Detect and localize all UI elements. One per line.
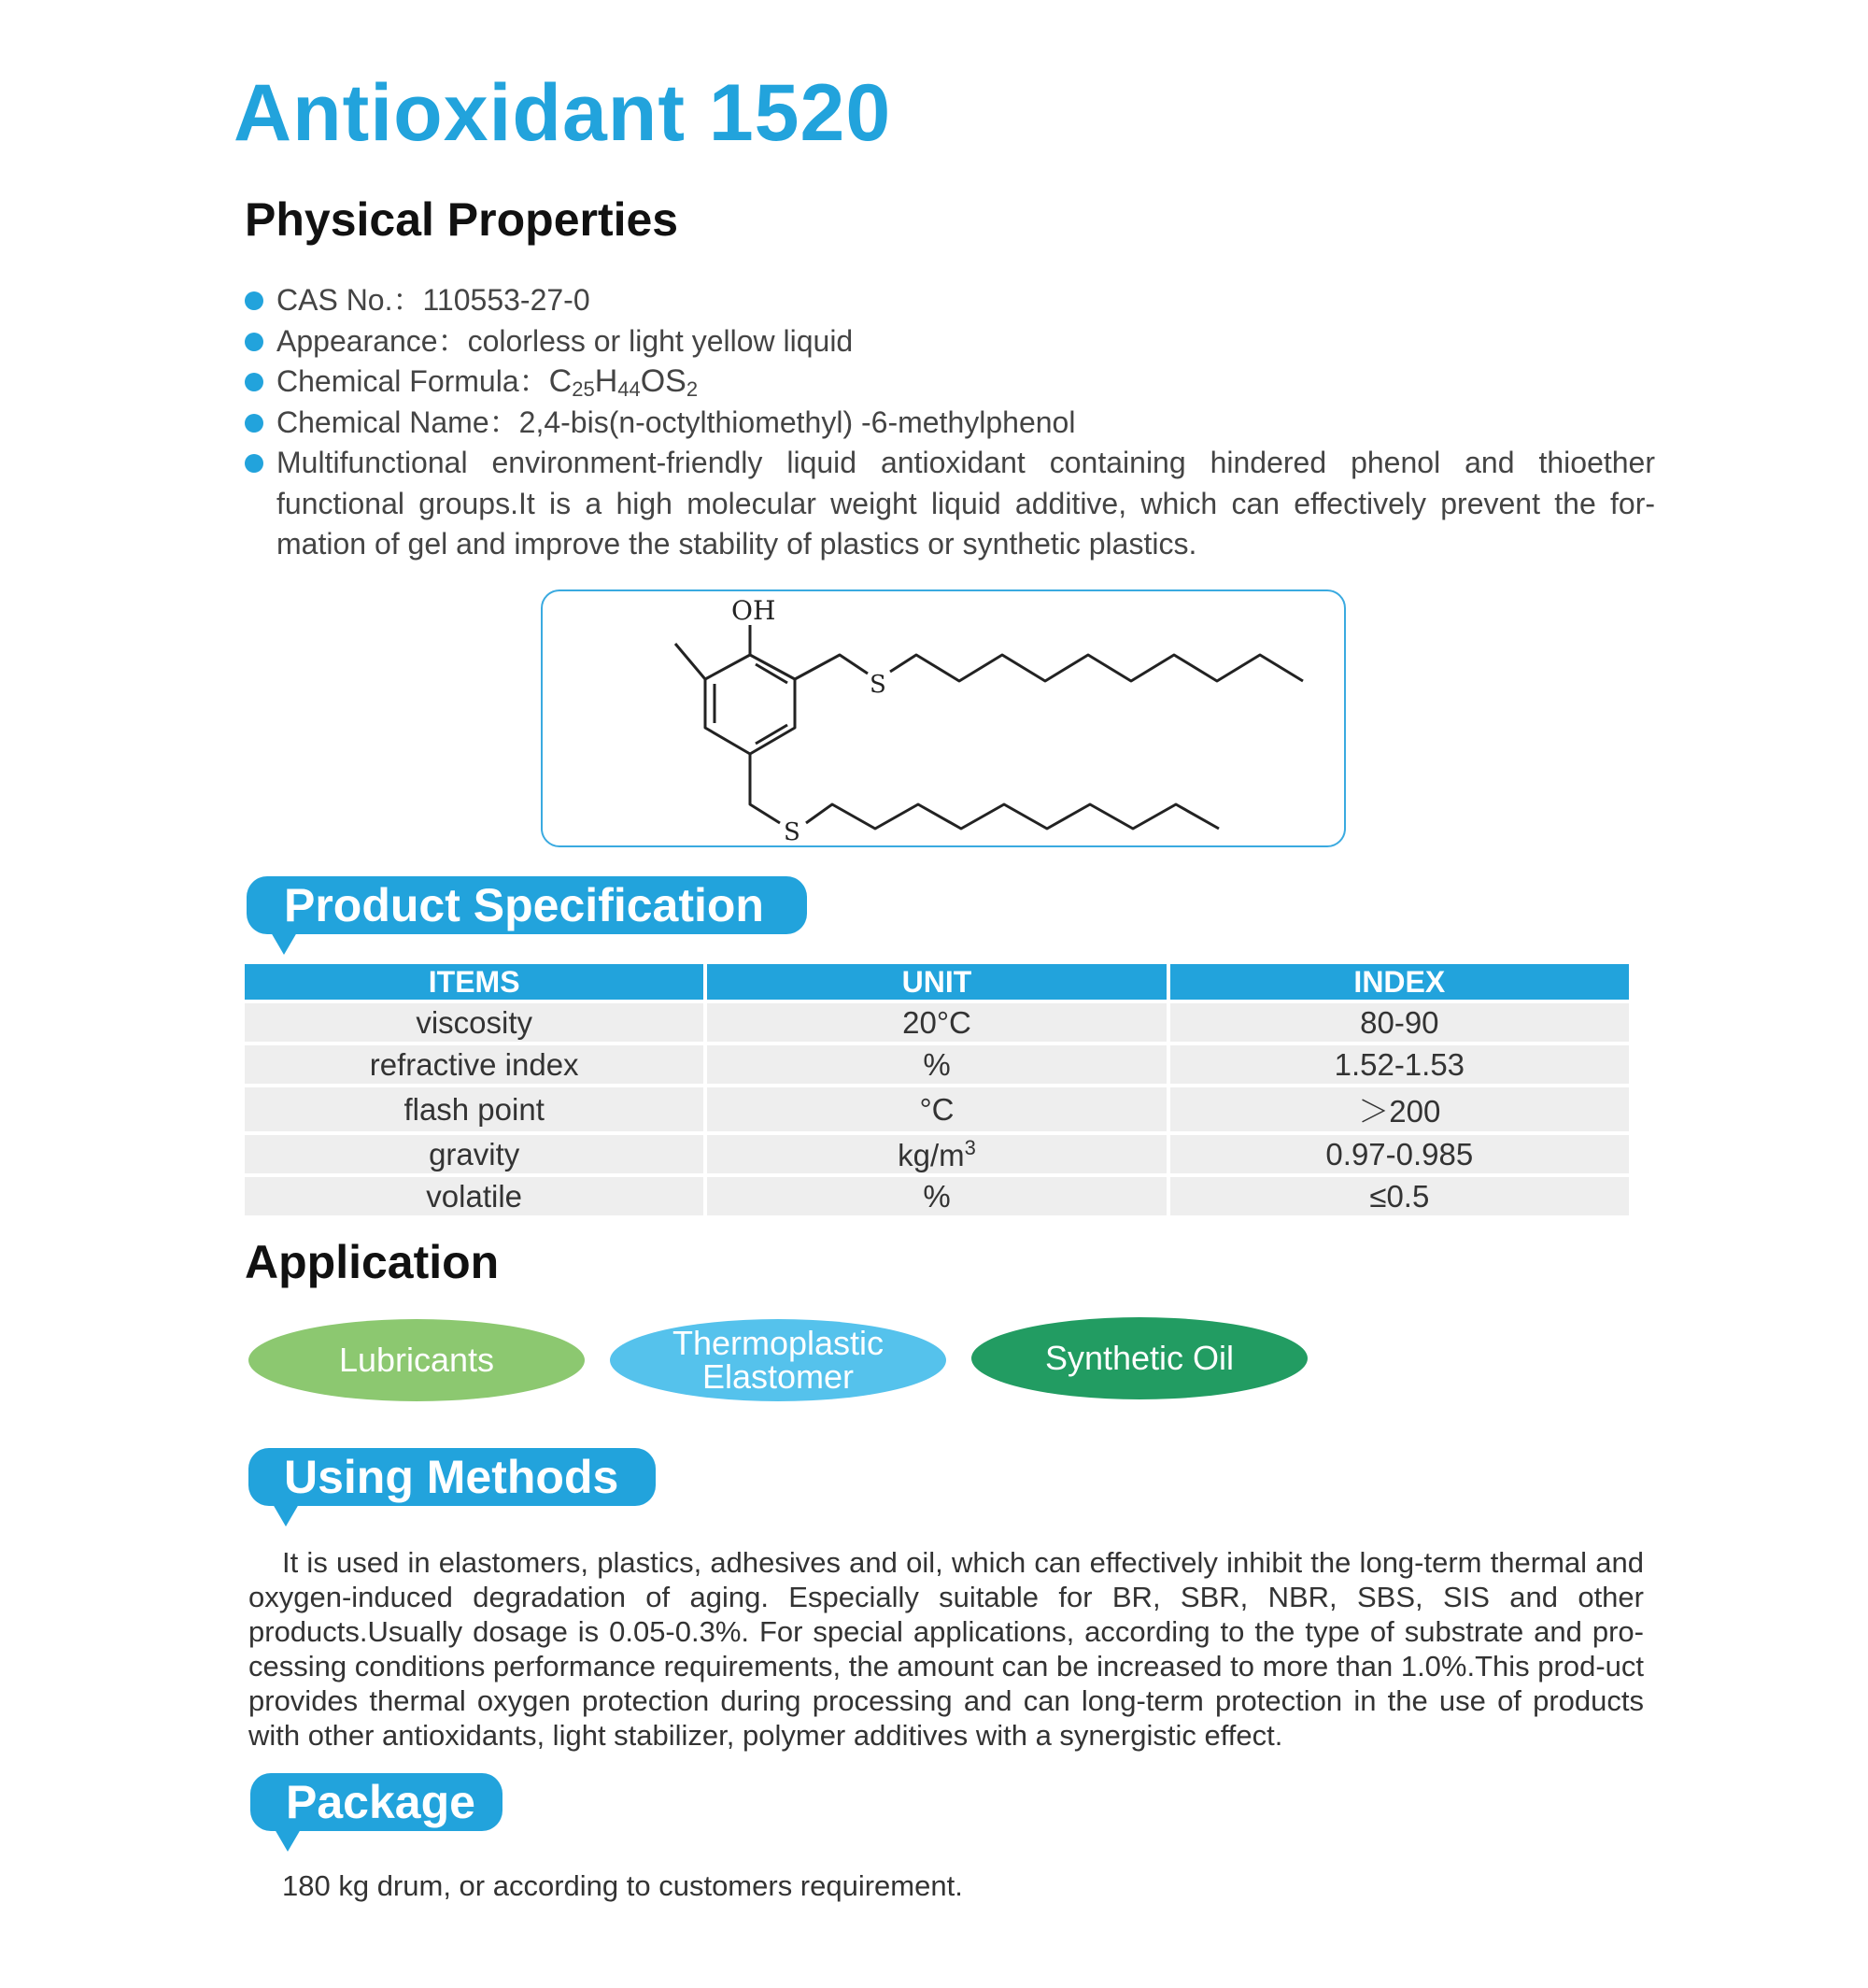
tab-pointer-icon	[273, 1504, 299, 1526]
cell-unit: 20°C	[707, 1003, 1166, 1042]
list-item	[245, 443, 1655, 565]
cell-item: refractive index	[245, 1045, 703, 1084]
package-heading: Package	[286, 1776, 475, 1828]
oval-label-line2: Elastomer	[701, 1357, 855, 1396]
table-row	[245, 1087, 1629, 1131]
property-label: Chemical Name	[276, 405, 489, 439]
using-methods-text: It is used in elastomers, plastics, adhesives and oil, which can effectively inhibit the long-term thermal and oxygen-induced degradation of aging. Especially suitable for BR, SBR, NBR, SBS, SIS and other products.Usually dosage is 0.05-0.3%. For special applications, according to the type of substrate and pro-cessing conditions performance requirements, the amount can be increased to more than 1.0%.This prod-uct provides thermal oxygen protection during processing and can long-term protection in the use of products with other antioxidants, light stabilizer, polymer additives with a synergistic effect.	[248, 1546, 1644, 1752]
property-label: CAS No.	[276, 283, 393, 317]
oh-label: OH	[731, 595, 776, 626]
chemical-formula: $C_{25}H_{44}OS_2$	[548, 363, 699, 401]
property-value: colorless or light yellow liquid	[467, 323, 854, 358]
product-specification-tab	[247, 876, 807, 934]
cell-index: ≤0.5	[1170, 1177, 1629, 1215]
package-text: 180 kg drum, or according to customers requirement.	[282, 1869, 963, 1902]
property-separator: ：	[437, 323, 468, 358]
page-title: Antioxidant 1520	[234, 68, 892, 158]
physical-properties-heading: Physical Properties	[245, 193, 679, 246]
cell-unit: $kg/m^3$	[707, 1135, 1166, 1173]
cell-unit: %	[707, 1177, 1166, 1215]
physical-properties-list	[245, 280, 1655, 565]
chemical-structure-frame	[541, 589, 1346, 847]
bullet-icon	[245, 291, 263, 310]
cell-unit: %	[707, 1045, 1166, 1084]
list-item	[245, 403, 1655, 444]
using-methods-heading: Using Methods	[284, 1451, 619, 1503]
cell-item: viscosity	[245, 1003, 703, 1042]
property-value: 2,4-bis(n-octylthiomethyl) -6-methylphenol	[518, 405, 1076, 439]
table-row	[245, 1135, 1629, 1173]
property-separator: ：	[518, 364, 549, 398]
application-oval-lubricants: Lubricants	[248, 1319, 585, 1401]
property-description: Multifunctional environment-friendly liquid antioxidant containing hindered phenol and thioether functional groups.It is a high molecular weight liquid additive, which can effectively prevent the for-mation of gel and improve the stability of plastics or synthetic plastics.	[276, 446, 1655, 561]
using-methods-tab	[248, 1448, 656, 1506]
cell-item: volatile	[245, 1177, 703, 1215]
table-row	[245, 1045, 1629, 1084]
application-oval-synthetic-oil: Synthetic Oil	[971, 1317, 1308, 1399]
chemical-structure-diagram	[543, 591, 1344, 845]
application-oval-thermoplastic-elastomer	[610, 1319, 946, 1401]
tab-pointer-icon	[271, 932, 297, 955]
bullet-icon	[245, 333, 263, 351]
product-specification-heading: Product Specification	[284, 879, 764, 931]
sulfur-label-upper: S	[870, 671, 886, 699]
property-separator: ：	[488, 405, 519, 439]
table-row	[245, 1177, 1629, 1215]
list-item	[245, 280, 1655, 321]
property-value: 110553-27-0	[422, 283, 590, 317]
cell-index: 0.97-0.985	[1170, 1135, 1629, 1173]
sulfur-label-lower: S	[784, 818, 800, 845]
oval-label-line1: Thermoplastic	[672, 1324, 884, 1362]
tab-pointer-icon	[275, 1829, 301, 1852]
bullet-icon	[245, 373, 263, 391]
cell-index: ＞200	[1170, 1087, 1629, 1131]
column-header-items: ITEMS	[245, 964, 703, 1000]
cell-index: 80-90	[1170, 1003, 1629, 1042]
cell-item: flash point	[245, 1087, 703, 1131]
property-label: Chemical Formula	[276, 364, 519, 398]
bullet-icon	[245, 414, 263, 433]
column-header-index: INDEX	[1170, 964, 1629, 1000]
spec-table	[241, 960, 1633, 1219]
package-tab	[250, 1773, 502, 1831]
application-heading: Application	[245, 1236, 500, 1288]
cell-index: 1.52-1.53	[1170, 1045, 1629, 1084]
table-header-row	[245, 964, 1629, 1000]
property-label: Appearance	[276, 323, 438, 358]
cell-item: gravity	[245, 1135, 703, 1173]
property-separator: ：	[392, 283, 423, 317]
list-item	[245, 362, 1655, 403]
cell-unit: °C	[707, 1087, 1166, 1131]
column-header-unit: UNIT	[707, 964, 1166, 1000]
list-item	[245, 321, 1655, 362]
bullet-icon	[245, 454, 263, 473]
table-row	[245, 1003, 1629, 1042]
